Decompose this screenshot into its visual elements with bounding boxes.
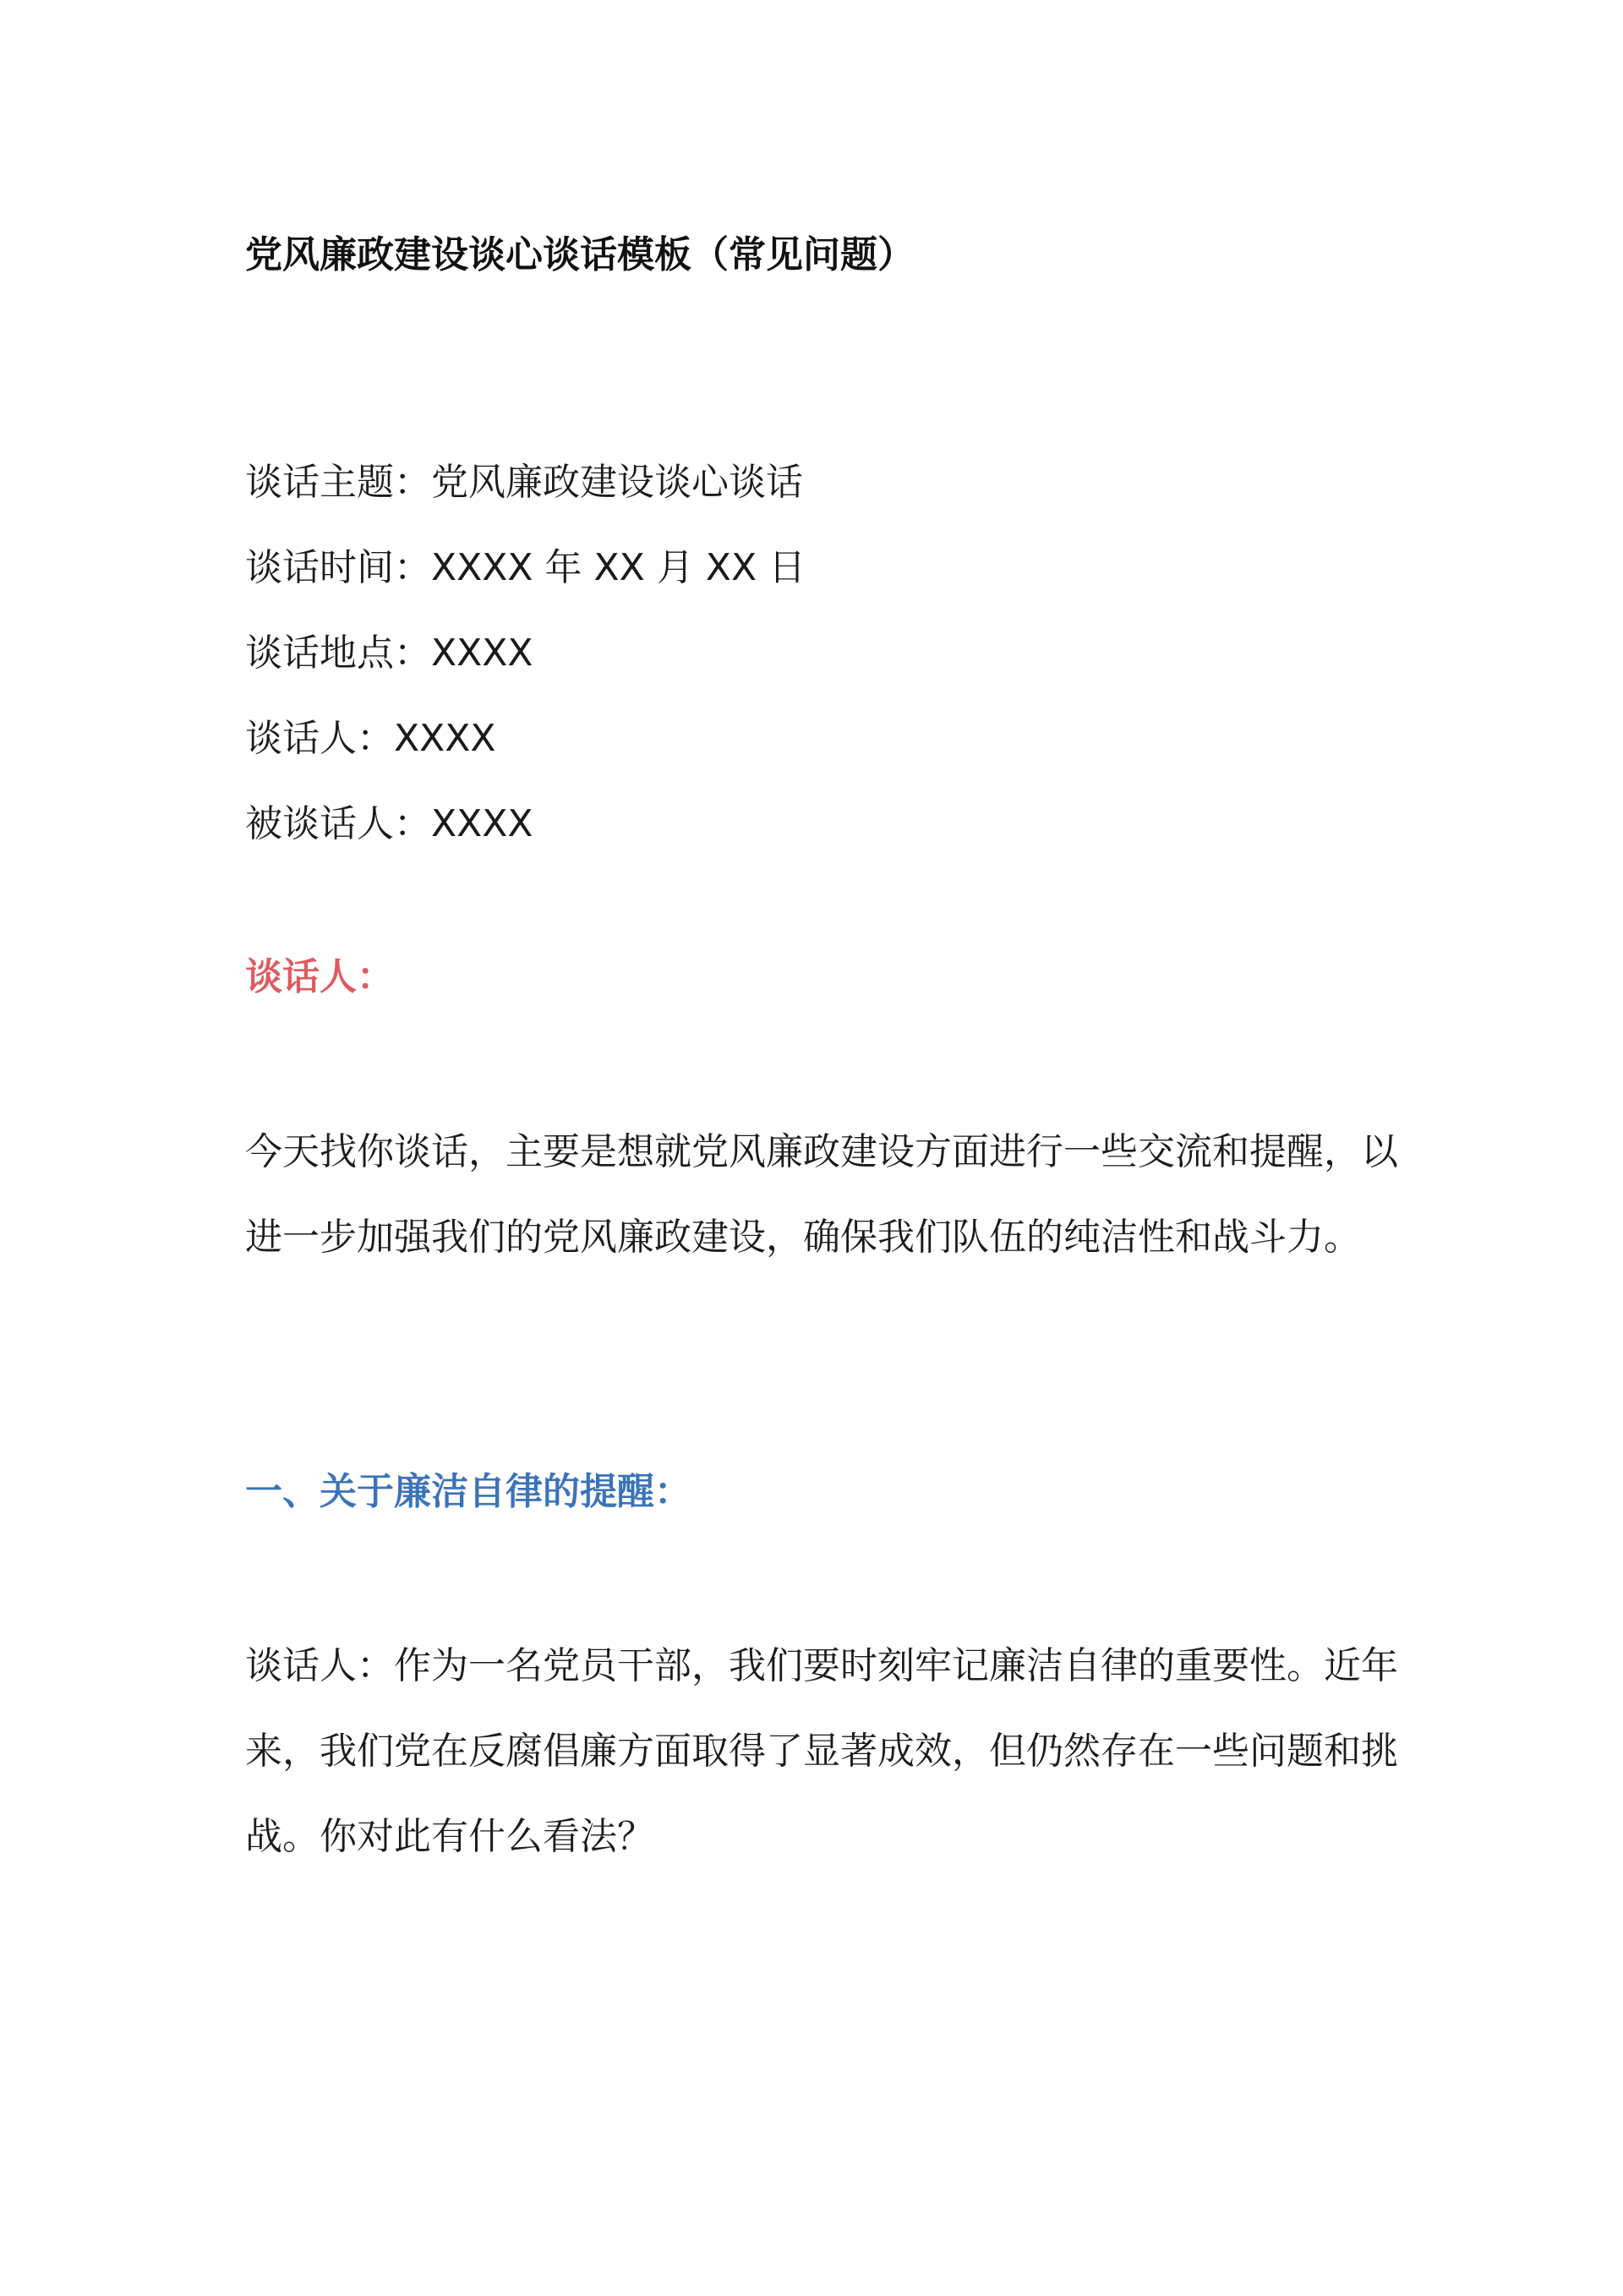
meta-topic: 谈话主题：党风廉政建设谈心谈话 [245,461,803,504]
section-1-paragraph: 谈话人：作为一名党员干部，我们要时刻牢记廉洁自律的重要性。近年来，我们党在反腐倡廉方面取得了显著成效，但仍然存在一些问题和挑战。你对此有什么看法？ [245,1644,1398,1858]
speaker-heading: 谈话人： [245,955,394,998]
meta-speaker: 谈话人：XXXX [245,717,496,760]
meta-interviewee: 被谈话人：XXXX [245,802,533,845]
document-title: 党风廉政建设谈心谈话模板（常见问题） [245,233,915,276]
section-1-heading: 一、关于廉洁自律的提醒： [245,1470,691,1513]
meta-info-list [245,440,806,866]
meta-time: 谈话时间：XXXX 年 XX 月 XX 日 [245,546,806,589]
meta-location: 谈话地点：XXXX [245,631,533,675]
intro-paragraph: 今天找你谈话，主要是想就党风廉政建设方面进行一些交流和提醒，以进一步加强我们的党风廉政建设，确保我们队伍的纯洁性和战斗力。 [245,1130,1398,1259]
